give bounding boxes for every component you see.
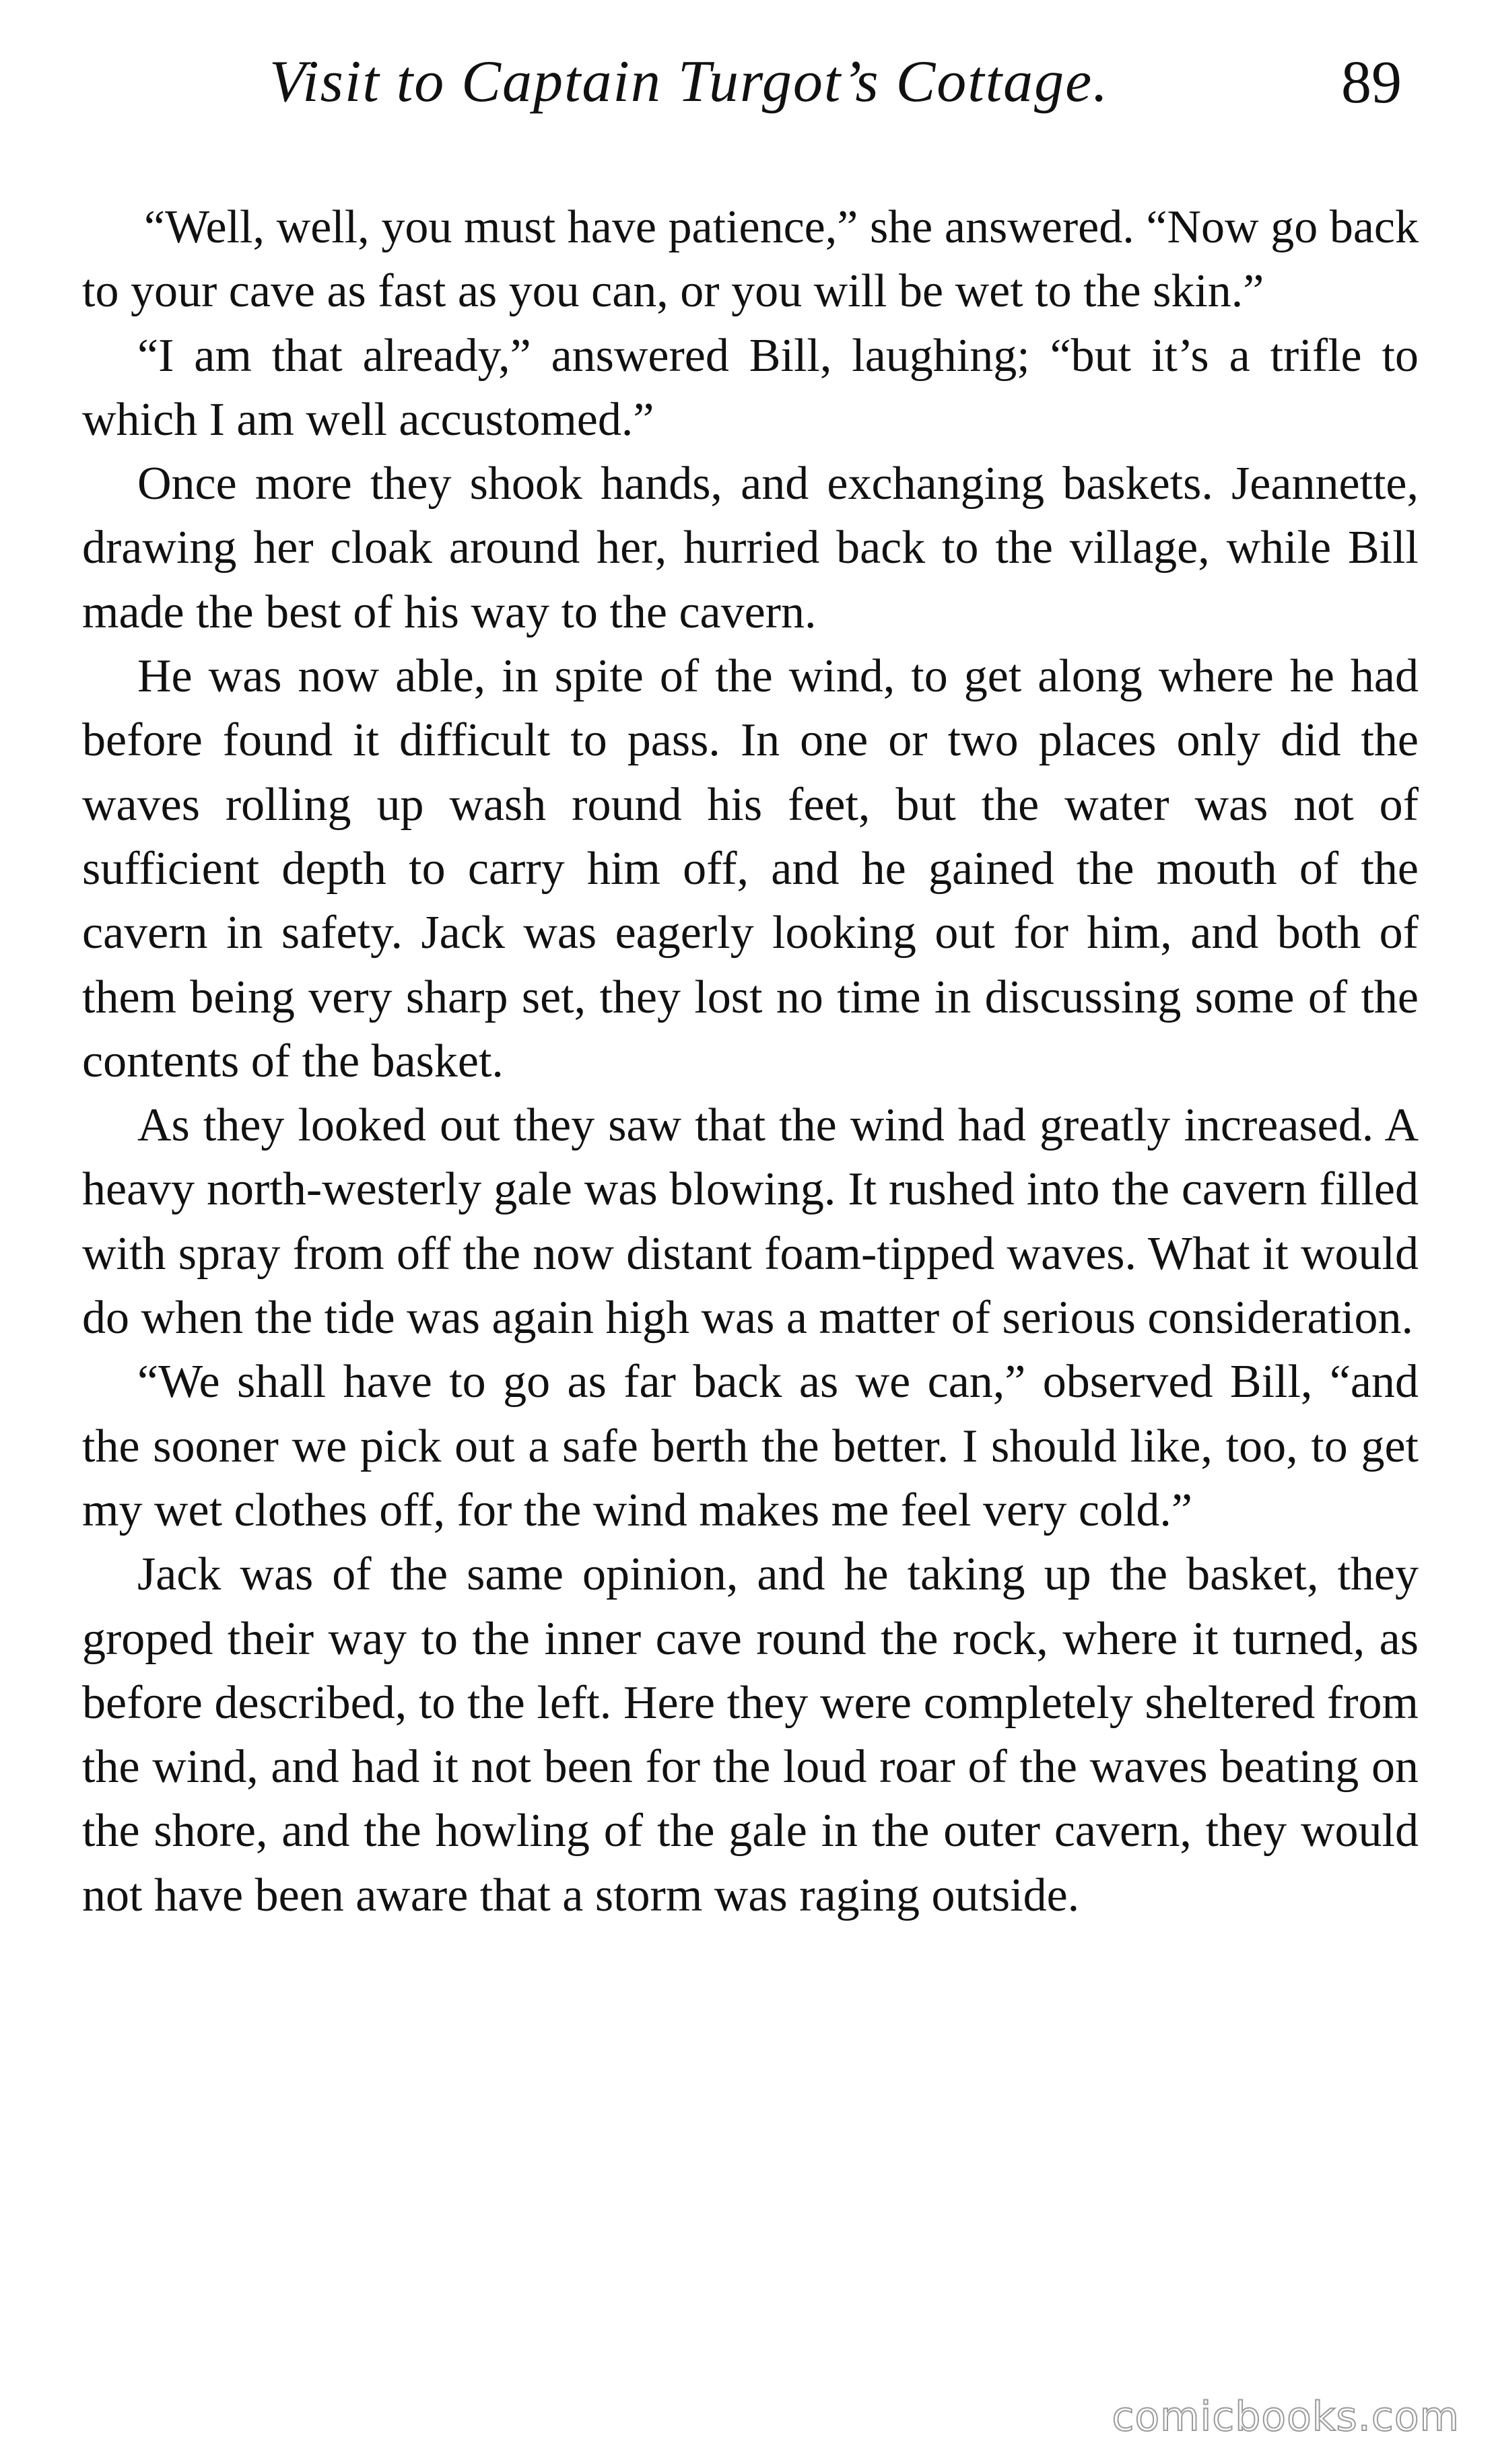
paragraph: “We shall have to go as far back as we can,” observed Bill, “and the sooner we pick out a safe berth the better. I should like, too, to get my wet clothes off, for the wind makes me feel very cold.” — [82, 1356, 1419, 1536]
watermark: comicbooks.com — [1112, 2393, 1460, 2440]
paragraph: “I am that already,” answered Bill, laughing; “but it’s a trifle to which I am well accustomed.” — [82, 329, 1419, 446]
paragraph: “Well, well, you must have patience,” she answered. “Now go back to your cave as fast as you can, or you will be wet to the skin.” — [82, 201, 1419, 318]
body-text — [82, 195, 1419, 1927]
paragraph: He was now able, in spite of the wind, to get along where he had before found it difficult to pass. In one or two places only did the waves rolling up wash round his feet, but the water was not of sufficient depth to carry him off, and he gained the mouth of the cavern in safety. Jack was eagerly looking out for him, and both of them being very sharp set, they lost no time in discussing some of the contents of the basket. — [82, 650, 1419, 1087]
paragraph: As they looked out they saw that the wind had greatly increased. A heavy north-westerly gale was blowing. It rushed into the cavern filled with spray from off the now distant foam-tipped waves. What it would do when the tide was again high was a matter of serious consideration. — [82, 1099, 1419, 1344]
paragraph: Once more they shook hands, and exchanging baskets. Jeannette, drawing her cloak around her, hurried back to the village, while Bill made the best of his way to the cavern. — [82, 458, 1419, 638]
running-head-title: Visit to Captain Turgot’s Cottage. — [269, 49, 1110, 114]
page-number: 89 — [1341, 49, 1402, 116]
paragraph: Jack was of the same opinion, and he taking up the basket, they groped their way to the inner cave round the rock, where it turned, as before described, to the left. Here they were completely sheltered from the wind, and had it not been for the loud roar of the waves beating on the shore, and the howling of the gale in the outer cavern, they would not have been aware that a storm was raging outside. — [82, 1548, 1419, 1921]
